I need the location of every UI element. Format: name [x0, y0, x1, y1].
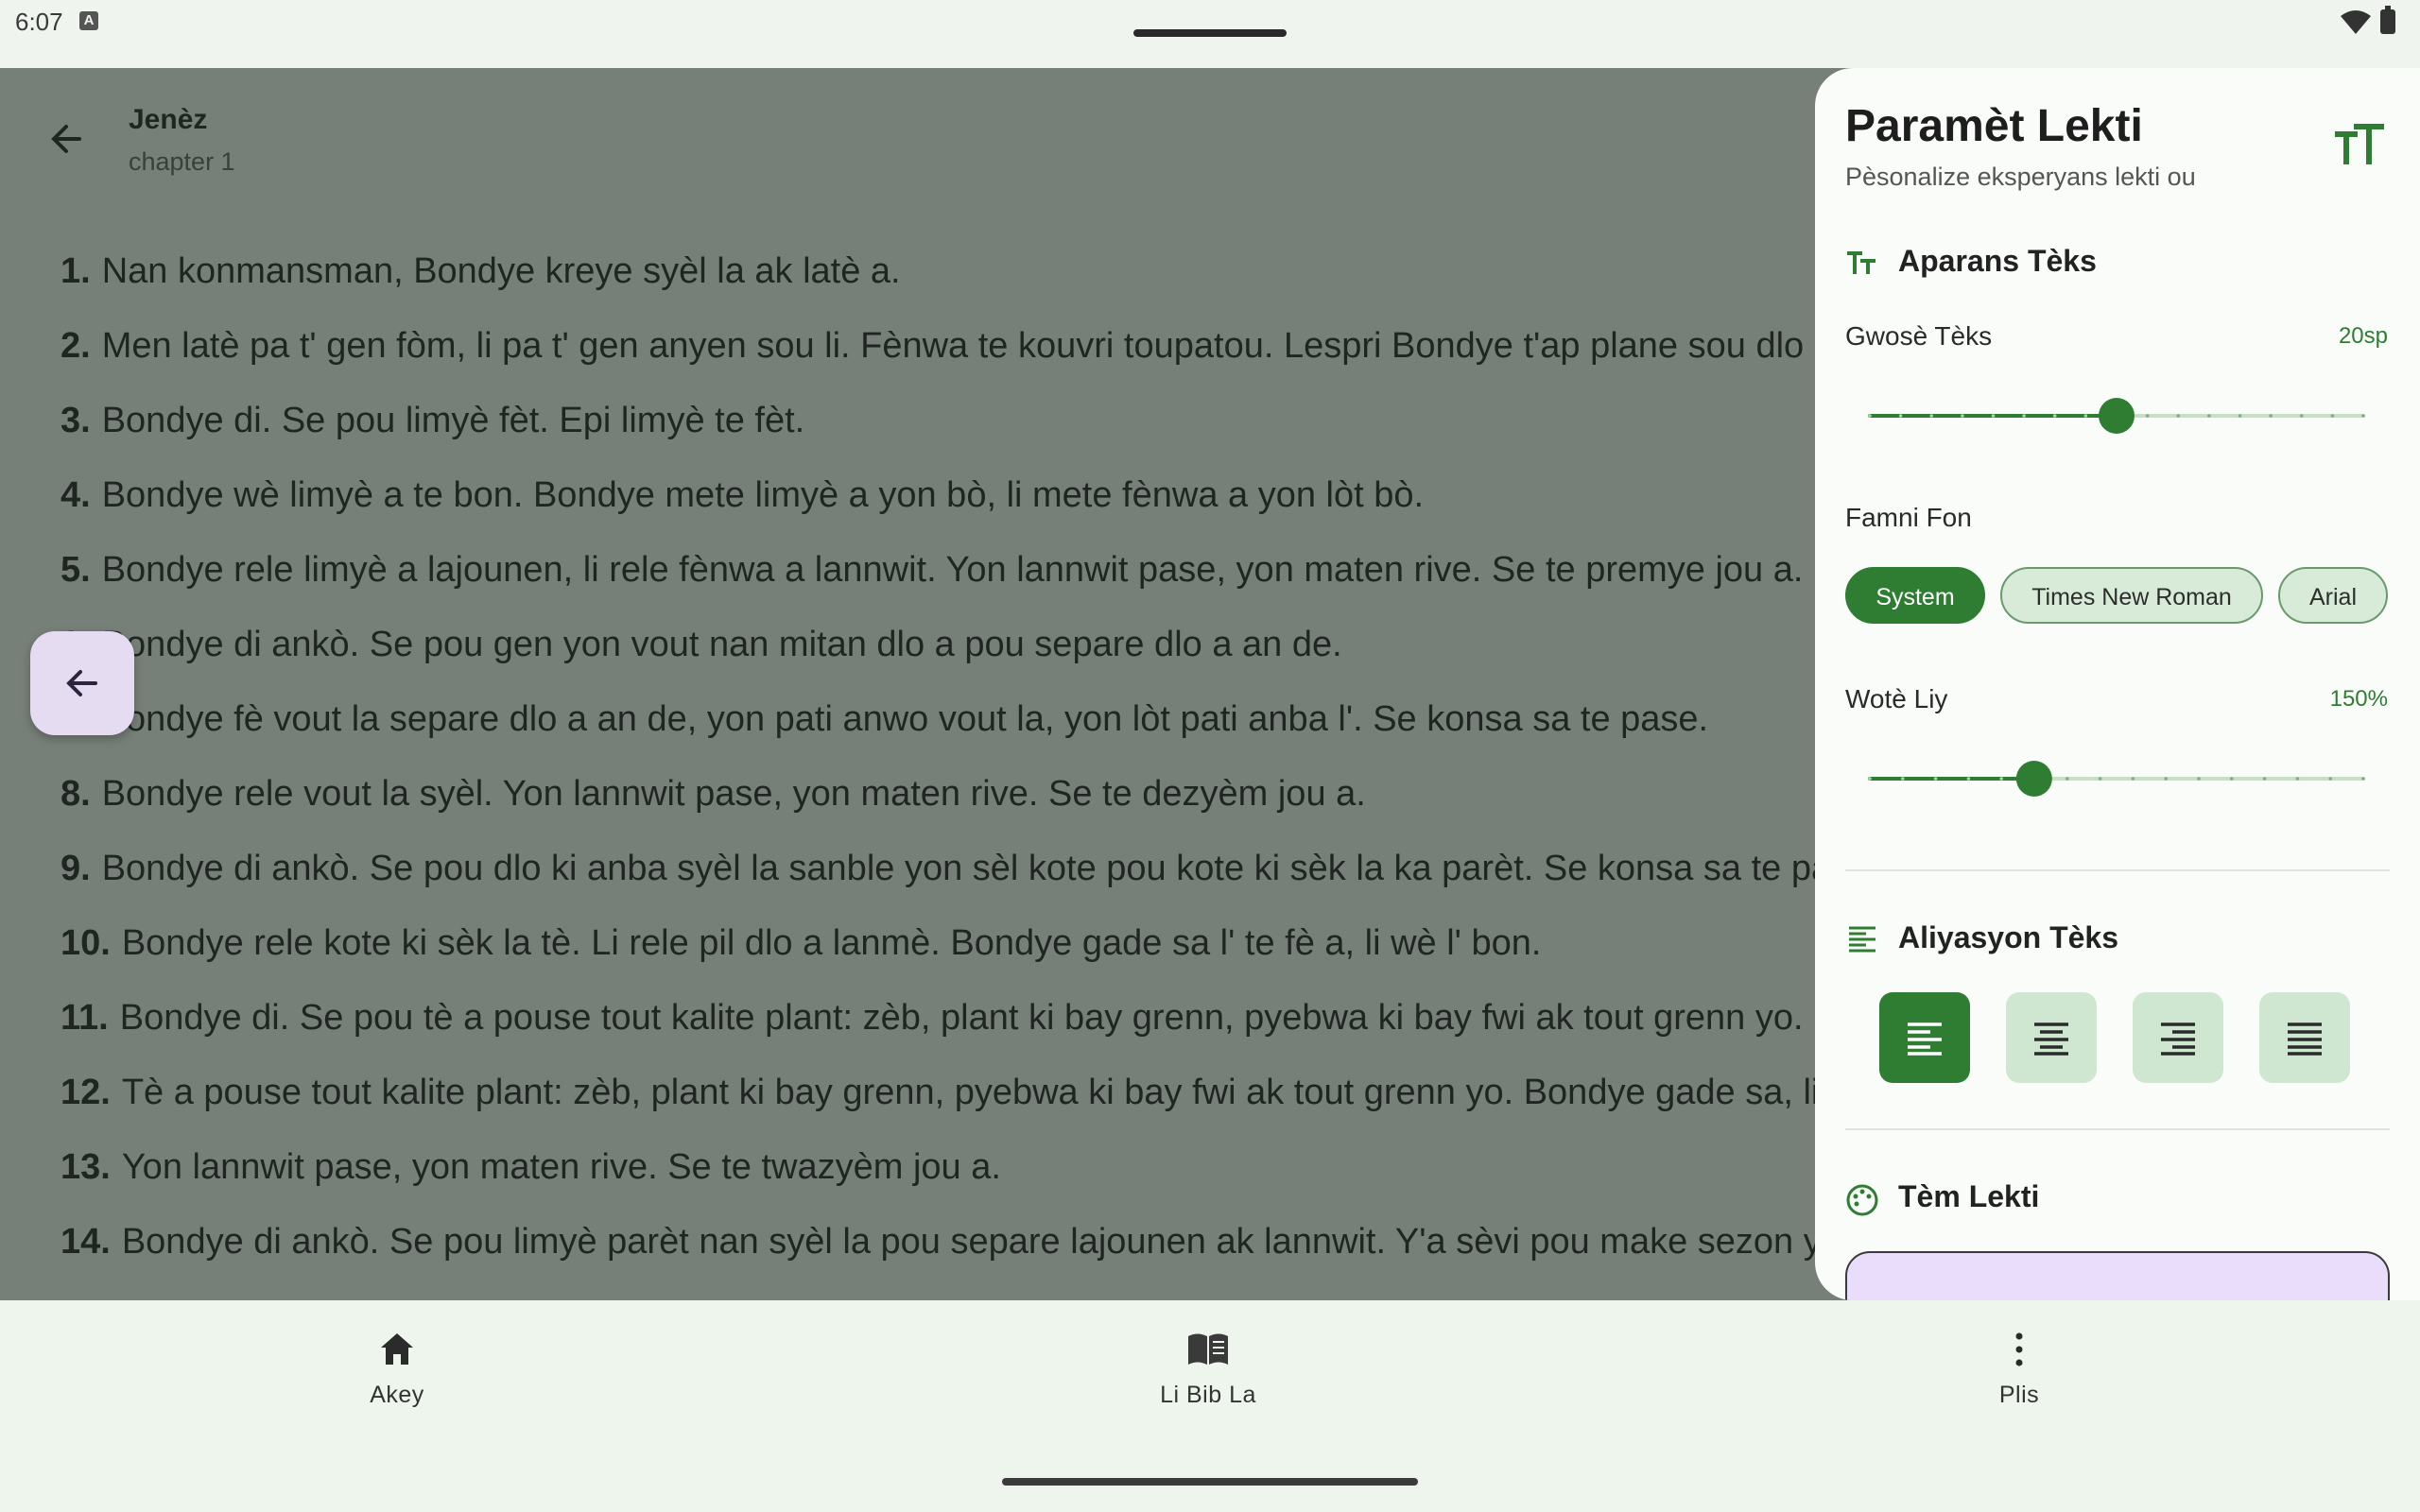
top-handle	[1133, 29, 1287, 37]
slider-tick	[2230, 777, 2234, 781]
slider-tick	[2269, 414, 2273, 418]
more-vert-icon	[2000, 1331, 2038, 1368]
slider-thumb[interactable]	[2099, 398, 2135, 434]
line-height-label: Wotè Liy	[1845, 684, 1948, 713]
slider-tick	[2132, 777, 2135, 781]
slider-tick	[1899, 414, 1903, 418]
arrow-left-icon	[60, 661, 105, 706]
gesture-bar	[1002, 1478, 1418, 1486]
slider-tick	[1934, 777, 1938, 781]
align-left-button[interactable]	[1879, 992, 1970, 1083]
slider-tick	[2300, 414, 2304, 418]
slider-tick	[1967, 777, 1971, 781]
slider-tick	[1999, 777, 2003, 781]
align-left-icon	[1845, 924, 1879, 954]
line-height-value: 150%	[2329, 686, 2388, 712]
slider-tick	[1992, 414, 1996, 418]
font-size-slider[interactable]	[1860, 397, 2373, 435]
slider-tick	[2146, 414, 2150, 418]
nav-bible-label: Li Bib La	[1160, 1382, 1256, 1408]
line-height-slider[interactable]	[1860, 760, 2373, 798]
slider-tick	[2361, 414, 2365, 418]
status-bar	[0, 0, 2420, 68]
font-size-value: 20sp	[2338, 323, 2388, 349]
align-right-icon	[2159, 1019, 2197, 1057]
align-justify-icon	[2286, 1019, 2324, 1057]
slider-tick	[2022, 414, 2026, 418]
slider-tick	[1868, 414, 1872, 418]
slider-tick	[2176, 414, 2180, 418]
font-size-label: Gwosè Tèks	[1845, 321, 1993, 351]
slider-tick	[1868, 777, 1872, 781]
palette-icon	[1845, 1183, 1879, 1217]
slider-tick	[1929, 414, 1933, 418]
font-chip-system[interactable]: System	[1845, 567, 1985, 624]
slider-tick	[2328, 777, 2332, 781]
slider-tick	[2296, 777, 2300, 781]
slider-tick	[2053, 414, 2057, 418]
align-left-icon	[1906, 1019, 1944, 1057]
floating-back-button[interactable]	[30, 631, 134, 735]
nav-more[interactable]	[1925, 1331, 2114, 1409]
text-icon	[1845, 248, 1879, 278]
slider-tick	[2066, 777, 2069, 781]
align-justify-button[interactable]	[2259, 992, 2350, 1083]
slider-tick	[1901, 777, 1905, 781]
slider-tick	[2197, 777, 2201, 781]
nav-home[interactable]	[302, 1331, 492, 1409]
panel-subtitle: Pèsonalize eksperyans lekti ou	[1845, 163, 2196, 191]
theme-option-card[interactable]	[1845, 1251, 2390, 1300]
slider-tick	[2099, 777, 2102, 781]
alignment-title: Aliyasyon Tèks	[1898, 920, 2118, 954]
align-right-button[interactable]	[2133, 992, 2223, 1083]
theme-title: Tèm Lekti	[1898, 1179, 2040, 1213]
slider-tick	[2207, 414, 2211, 418]
slider-thumb[interactable]	[2016, 761, 2052, 797]
battery-icon	[2380, 9, 2395, 34]
font-chip-times[interactable]: Times New Roman	[2000, 567, 2263, 624]
nav-more-label: Plis	[1998, 1382, 2040, 1408]
nav-home-label: Akey	[370, 1382, 424, 1408]
wifi-icon	[2341, 10, 2371, 35]
bottom-navigation	[0, 1300, 2420, 1512]
align-center-button[interactable]	[2006, 992, 2097, 1083]
slider-tick	[2361, 777, 2365, 781]
panel-title: Paramèt Lekti	[1845, 101, 2143, 151]
font-family-label: Famni Fon	[1845, 503, 1972, 532]
book-open-icon	[1185, 1331, 1231, 1368]
divider	[1845, 1128, 2390, 1130]
slider-tick	[2331, 414, 2335, 418]
home-icon	[378, 1331, 416, 1368]
reading-settings-panel	[1815, 68, 2420, 1300]
nav-bible[interactable]	[1114, 1331, 1303, 1409]
slider-tick	[1961, 414, 1964, 418]
divider	[1845, 869, 2390, 871]
status-time: 6:07	[15, 8, 63, 36]
font-chip-arial[interactable]: Arial	[2278, 567, 2388, 624]
appearance-title: Aparans Tèks	[1898, 244, 2097, 278]
slider-tick	[2084, 414, 2088, 418]
slider-tick	[2164, 777, 2168, 781]
text-size-icon	[2333, 123, 2386, 170]
slider-tick	[2238, 414, 2242, 418]
keyboard-status-icon: A	[79, 11, 98, 30]
slider-tick	[2263, 777, 2267, 781]
align-center-icon	[2032, 1019, 2070, 1057]
